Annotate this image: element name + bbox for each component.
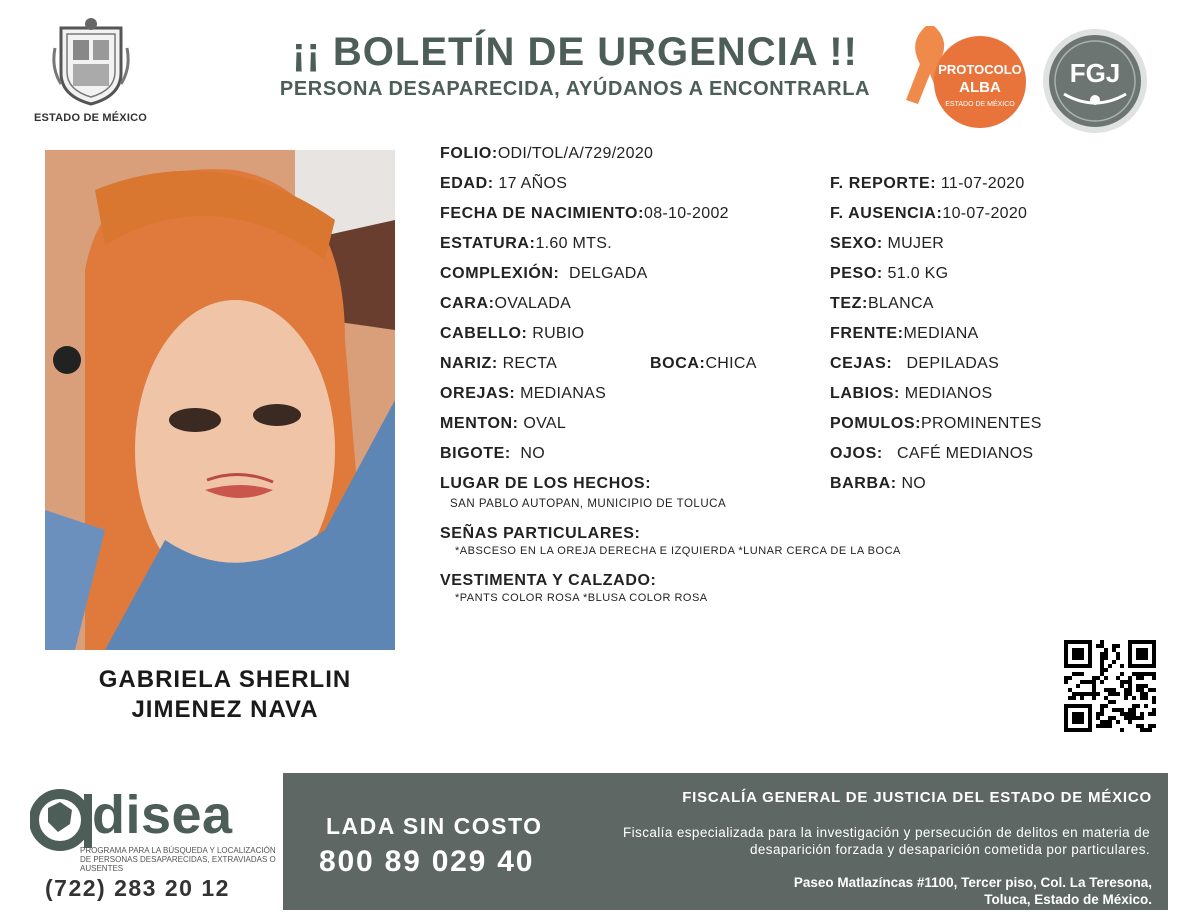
- field-orejas: [440, 385, 606, 403]
- boca-label: BOCA:: [650, 355, 706, 372]
- vestimenta-value: *PANTS COLOR ROSA *BLUSA COLOR ROSA: [455, 592, 708, 604]
- complexion-value: DELGADA: [569, 265, 648, 282]
- field-complexion: [440, 265, 648, 283]
- person-name-line2: JIMENEZ NAVA: [131, 696, 319, 723]
- pomulos-value: PROMINENTES: [921, 415, 1042, 432]
- lugar-value: SAN PABLO AUTOPAN, MUNICIPIO DE TOLUCA: [450, 498, 727, 510]
- peso-label: PESO:: [830, 265, 883, 282]
- bulletin-subtitle: PERSONA DESAPARECIDA, AYÚDANOS A ENCONTRARLA: [279, 78, 871, 100]
- field-fecha-nacimiento: [440, 205, 729, 223]
- field-folio: [440, 145, 653, 163]
- person-name-line1: GABRIELA SHERLIN: [98, 666, 352, 693]
- field-nariz: [440, 355, 557, 373]
- missing-person-photo: [45, 150, 395, 650]
- folio-value: ODI/TOL/A/729/2020: [497, 145, 654, 162]
- fgj-logo: [1040, 26, 1150, 136]
- nariz-label: NARIZ:: [440, 355, 498, 372]
- field-pomulos: [830, 415, 1042, 433]
- field-peso: [830, 265, 948, 283]
- edad-label: EDAD:: [440, 175, 494, 192]
- alba-line3: ESTADO DE MÉXICO: [945, 101, 1015, 108]
- cejas-label: CEJAS:: [830, 355, 893, 372]
- complexion-label: COMPLEXIÓN:: [440, 265, 560, 282]
- state-label: ESTADO DE MÉXICO: [33, 112, 147, 124]
- field-boca: [650, 355, 757, 373]
- contact-footer: [283, 773, 1168, 910]
- odisea-map-icon: [30, 788, 94, 852]
- fecha-ausencia-value: 10-07-2020: [942, 205, 1028, 222]
- field-bigote: [440, 445, 545, 463]
- cara-label: CARA:: [440, 295, 495, 312]
- fgj-logo-text: FGJ: [1069, 58, 1121, 88]
- boca-value: CHICA: [705, 355, 757, 372]
- folio-label: FOLIO:: [440, 145, 498, 162]
- fecha-reporte-value: 11-07-2020: [940, 175, 1025, 192]
- field-frente: [830, 325, 979, 343]
- qr-code[interactable]: [1064, 640, 1156, 732]
- cejas-value: DEPILADAS: [906, 355, 1000, 372]
- fgj-address-line2: Toluca, Estado de México.: [984, 892, 1152, 907]
- coat-of-arms-icon: [51, 18, 131, 106]
- field-cabello: [440, 325, 584, 343]
- estatura-label: ESTATURA:: [440, 235, 536, 252]
- vestimenta-label: VESTIMENTA Y CALZADO:: [440, 572, 657, 589]
- fecha-nacimiento-value: 08-10-2002: [644, 205, 729, 222]
- fgj-address: [592, 874, 1152, 908]
- frente-label: FRENTE:: [830, 325, 904, 342]
- bulletin-title: ¡¡ BOLETÍN DE URGENCIA !!: [292, 30, 858, 74]
- cabello-value: RUBIO: [532, 325, 585, 342]
- fecha-ausencia-label: F. AUSENCIA:: [830, 205, 943, 222]
- fecha-reporte-label: F. REPORTE:: [830, 175, 937, 192]
- field-cara: [440, 295, 571, 313]
- person-name: [45, 665, 405, 725]
- field-sexo: [830, 235, 944, 253]
- field-cejas: [830, 355, 999, 373]
- bulletin-header: [250, 30, 900, 101]
- estado-de-mexico-logo: [28, 18, 153, 130]
- sexo-label: SEXO:: [830, 235, 883, 252]
- odisea-wordmark: disea: [92, 785, 233, 845]
- fgj-title: FISCALÍA GENERAL DE JUSTICIA DEL ESTADO DE MÉXICO: [682, 789, 1152, 806]
- field-barba: [830, 475, 926, 493]
- field-menton: [440, 415, 566, 433]
- cara-value: OVALADA: [494, 295, 572, 312]
- alba-line2: ALBA: [959, 79, 1001, 96]
- field-estatura: [440, 235, 612, 253]
- protocolo-alba-logo: [898, 22, 1033, 132]
- tez-value: BLANCA: [867, 295, 934, 312]
- alba-line1: PROTOCOLO: [938, 62, 1022, 77]
- fgj-address-line1: Paseo Matlazíncas #1100, Tercer piso, Col. La Teresona,: [793, 875, 1152, 890]
- orejas-value: MEDIANAS: [520, 385, 607, 402]
- frente-value: MEDIANA: [903, 325, 979, 342]
- field-labios: [830, 385, 992, 403]
- sexo-value: MUJER: [887, 235, 945, 252]
- bigote-value: NO: [520, 445, 545, 462]
- odisea-phone[interactable]: (722) 283 20 12: [45, 875, 230, 901]
- orejas-label: OREJAS:: [440, 385, 516, 402]
- toll-free-label: LADA SIN COSTO: [326, 813, 543, 839]
- fecha-nacimiento-label: FECHA DE NACIMIENTO:: [440, 205, 644, 222]
- field-edad: [440, 175, 567, 193]
- cabello-label: CABELLO:: [440, 325, 528, 342]
- field-tez: [830, 295, 934, 313]
- senas-label: SEÑAS PARTICULARES:: [440, 525, 641, 542]
- estatura-value: 1.60 MTS.: [535, 235, 612, 252]
- senas-value: *ABSCESO EN LA OREJA DERECHA E IZQUIERDA *LUNAR CERCA DE LA BOCA: [455, 545, 901, 557]
- edad-value: 17 AÑOS: [498, 175, 568, 192]
- ojos-label: OJOS:: [830, 445, 883, 462]
- labios-label: LABIOS:: [830, 385, 900, 402]
- barba-value: NO: [901, 475, 927, 492]
- field-fecha-reporte: [830, 175, 1025, 193]
- menton-value: OVAL: [523, 415, 567, 432]
- peso-value: 51.0 KG: [887, 265, 949, 282]
- field-fecha-ausencia: [830, 205, 1027, 223]
- barba-label: BARBA:: [830, 475, 897, 492]
- field-ojos: [830, 445, 1033, 463]
- lugar-label: LUGAR DE LOS HECHOS:: [440, 475, 652, 492]
- tez-label: TEZ:: [830, 295, 868, 312]
- fgj-description: Fiscalía especializada para la investigación y persecución de delitos en materia de desaparición forzada y desaparición cometida por particulares.: [623, 825, 1150, 857]
- pomulos-label: POMULOS:: [830, 415, 922, 432]
- labios-value: MEDIANOS: [904, 385, 993, 402]
- odisea-description: PROGRAMA PARA LA BÚSQUEDA Y LOCALIZACIÓN DE PERSONAS DESAPARECIDAS, EXTRAVIADAS O AUSENTES: [80, 846, 276, 873]
- toll-free-number[interactable]: 800 89 029 40: [319, 845, 535, 878]
- menton-label: MENTON:: [440, 415, 519, 432]
- ojos-value: CAFÉ MEDIANOS: [897, 445, 1034, 462]
- bigote-label: BIGOTE:: [440, 445, 511, 462]
- nariz-value: RECTA: [502, 355, 558, 372]
